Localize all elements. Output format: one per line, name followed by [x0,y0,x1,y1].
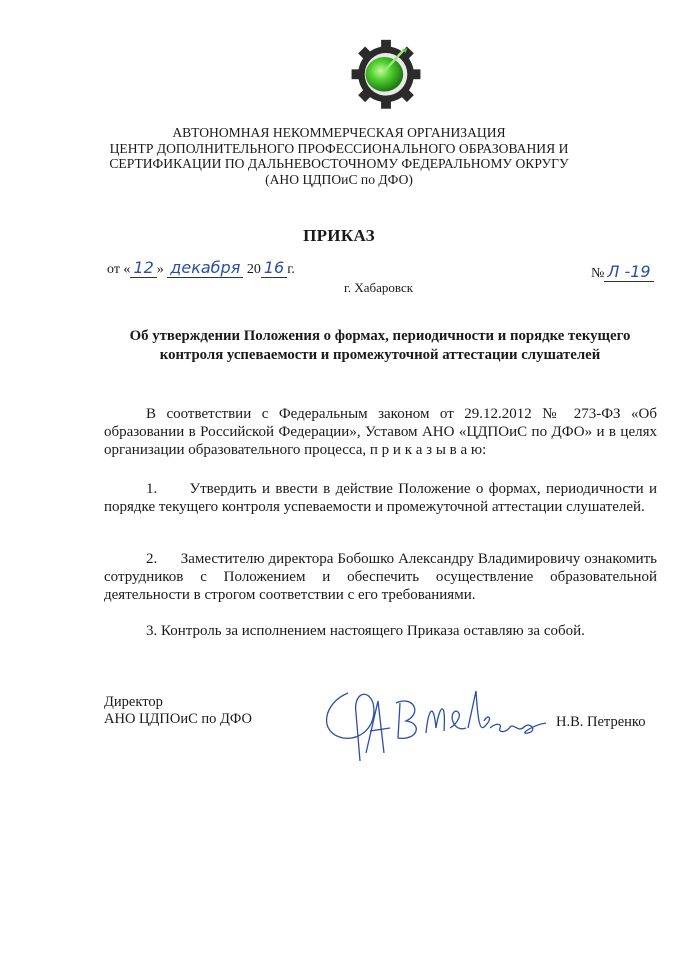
date-mid: » [156,262,164,277]
date-suffix: г. [287,262,295,277]
position-line: АНО ЦДПОиС по ДФО [104,711,253,727]
document-number [591,262,654,282]
organization-header [0,125,678,187]
organization-line: ЦЕНТР ДОПОЛНИТЕЛЬНОГО ПРОФЕССИОНАЛЬНОГО ОБРАЗОВАНИЯ И [109,140,569,156]
signatory-position [104,694,252,728]
document-date [107,258,295,278]
number-label: № [591,266,605,281]
date-prefix: от « [107,262,131,277]
date-day: 12 [130,258,156,278]
organization-logo-icon [345,30,427,112]
document-city: г. Хабаровск [344,280,414,295]
organization-line: АВТОНОМНАЯ НЕКОММЕРЧЕСКАЯ ОРГАНИЗАЦИЯ [172,125,506,140]
date-year-prefix: 20 [246,262,261,277]
date-year-suffix: 16 [261,258,287,278]
handwritten-signature-icon [318,683,548,763]
order-item: 3. Контроль за исполнением настоящего Приказа оставляю за собой. [146,623,585,639]
document-title: ПРИКАЗ [303,226,375,245]
number-value: Л -19 [604,262,653,282]
globe-icon [366,57,404,91]
order-item: 1. Утвердить и ввести в действие Положение о формах, периодичности и порядке текущего контроля успеваемости и промежуточной аттестации слушателей. [104,481,661,516]
organization-line: (АНО ЦДПОиС по ДФО) [265,171,413,187]
date-month: декабря [167,258,243,278]
document-subject: Об утверждении Положения о формах, периодичности и порядке текущего контроля успеваемости и промежуточной аттестации слушателей [129,328,631,363]
organization-line: СЕРТИФИКАЦИИ ПО ДАЛЬНЕВОСТОЧНОМУ ФЕДЕРАЛЬНОМУ ОКРУГУ [109,156,569,171]
position-line: Директор [104,694,163,710]
signatory-name: Н.В. Петренко [556,714,646,730]
preamble-paragraph: В соответствии с Федеральным законом от 29.12.2012 № 273-ФЗ «Об образовании в Российской Федерации», Уставом АНО «ЦДПОиС по ДФО» и в целях организации образовательного процесса, п р и к а з ы в а ю: [104,406,657,459]
order-item: 2. Заместителю директора Бобошко Александру Владимировичу ознакомить сотрудников с Положением и обеспечить осуществление образовательной деятельности в строгом соответствии с его требованиями. [104,551,661,604]
